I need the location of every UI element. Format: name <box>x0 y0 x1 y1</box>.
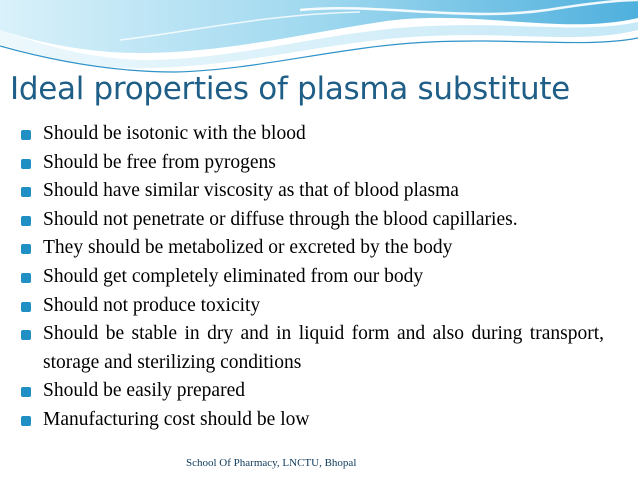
list-item <box>20 320 604 377</box>
slide-title: Ideal properties of plasma substitute <box>10 71 570 107</box>
list-item <box>20 177 604 206</box>
list-item-text: Should not penetrate or diffuse through the blood capillaries. <box>43 208 518 230</box>
list-item <box>20 263 604 292</box>
bullet-list <box>20 120 604 435</box>
square-bullet-icon <box>21 273 31 283</box>
list-item-text: Should get completely eliminated from our body <box>43 265 424 287</box>
square-bullet-icon <box>21 244 31 254</box>
list-item-text: Should not produce toxicity <box>43 294 261 316</box>
list-item-text: They should be metabolized or excreted by the body <box>43 237 453 259</box>
list-item-text: Should be free from pyrogens <box>43 151 276 173</box>
square-bullet-icon <box>21 302 31 312</box>
square-bullet-icon <box>21 159 31 169</box>
list-item <box>20 292 604 321</box>
footer-text: School Of Pharmacy, LNCTU, Bhopal <box>186 457 357 469</box>
list-item-text: Should be easily prepared <box>43 380 245 402</box>
list-item-text: Should be stable in dry and in liquid form and also during transport, storage and sterilizing conditions <box>43 323 604 373</box>
square-bullet-icon <box>21 416 31 426</box>
square-bullet-icon <box>21 130 31 140</box>
list-item <box>20 234 604 263</box>
square-bullet-icon <box>21 187 31 197</box>
list-item <box>20 206 604 235</box>
square-bullet-icon <box>21 387 31 397</box>
list-item <box>20 406 604 435</box>
list-item-text: Should be isotonic with the blood <box>43 123 306 144</box>
list-item <box>20 149 604 178</box>
list-item-text: Should have similar viscosity as that of blood plasma <box>43 180 459 202</box>
list-item <box>20 377 604 406</box>
square-bullet-icon <box>21 216 31 226</box>
list-item <box>20 120 604 149</box>
list-item-text: Manufacturing cost should be low <box>43 408 310 430</box>
header-wave-decoration <box>0 0 638 75</box>
square-bullet-icon <box>21 330 31 340</box>
